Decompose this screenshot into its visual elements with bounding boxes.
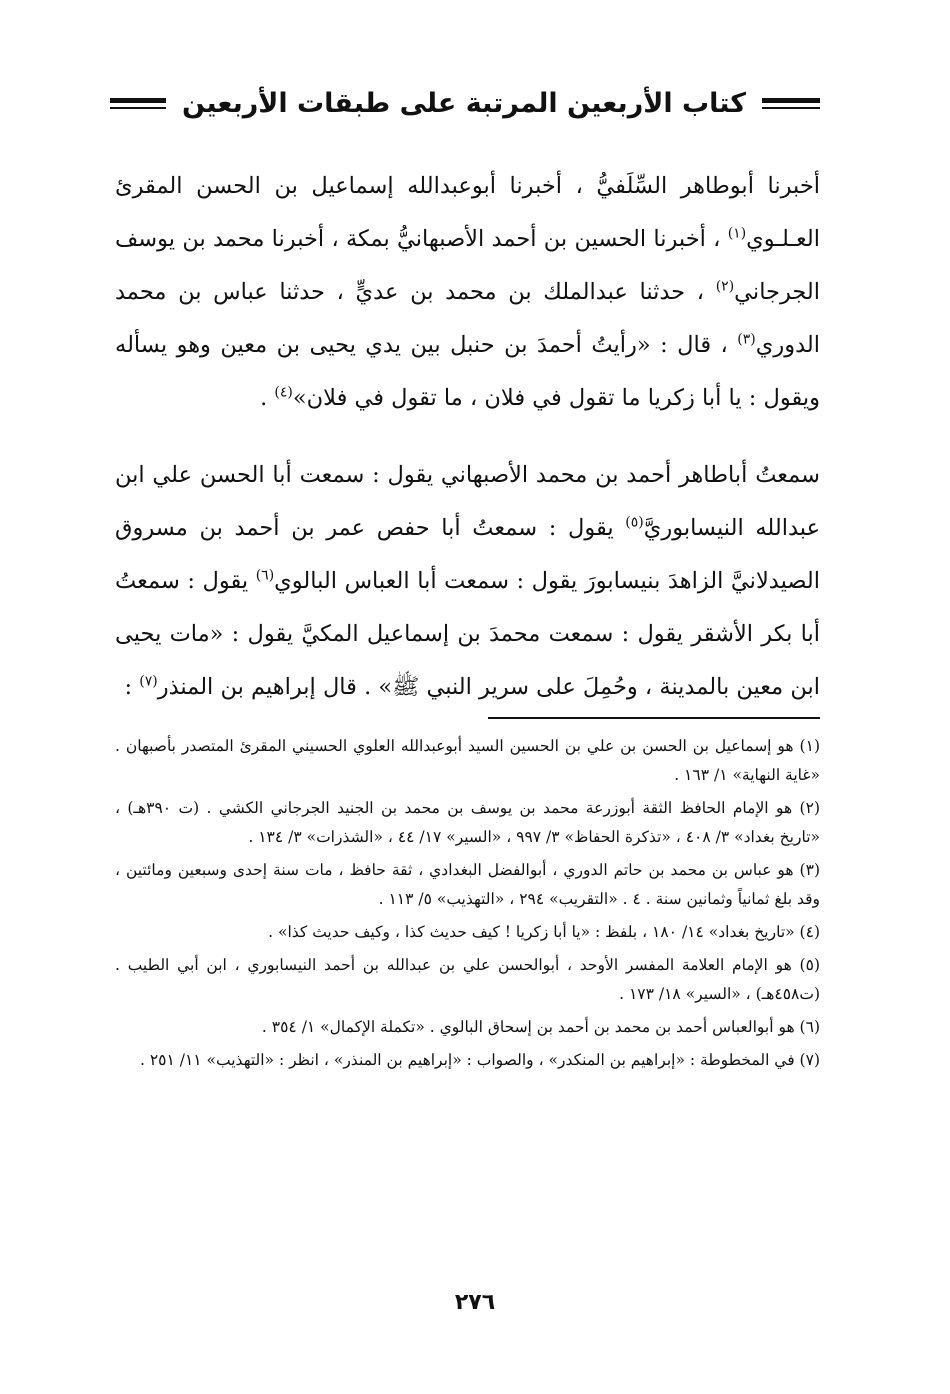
footnote-reference: (٤) xyxy=(274,384,293,401)
paragraph-text: ، حدثنا عبدالملك بن محمد بن عديٍّ ، حدثنا عباس بن محمد الدوري xyxy=(115,279,820,358)
footnotes xyxy=(115,732,820,1079)
paragraph-text: سمعتُ أباطاهر أحمد بن محمد الأصبهاني يقول : سمعت أبا الحسن علي ابن عبدالله النيسابوريَّ xyxy=(115,462,820,541)
paragraph xyxy=(115,449,820,714)
footnote: (٣) هو عباس بن محمد بن حاتم الدوري ، أبوالفضل البغدادي ، ثقة حافظ ، مات سنة إحدى وسبعين ومائتين ، وقد بلغ ثمانياً وثمانين سنة . ٤ . «التقريب» ٢٩٤ ، «التهذيب» ٥/ ١١٣ . xyxy=(115,861,820,908)
footnote: (١) هو إسماعيل بن الحسن بن علي بن الحسين السيد أبوعبدالله العلوي الحسيني المقرئ المتصدر بأصبهان . «غاية النهاية» ١/ ١٦٣ . xyxy=(115,737,820,784)
main-text xyxy=(115,160,820,714)
page-number: ٢٧٦ xyxy=(454,1290,496,1315)
footnote-reference: (٥) xyxy=(625,514,644,531)
footnote: (٤) «تاريخ بغداد» ١٤/ ١٨٠ ، بلفظ : «يا أبا زكريا ! كيف حديث كذا ، وكيف حديث كذا» . xyxy=(268,923,820,941)
paragraph-text: . xyxy=(260,385,275,411)
paragraph xyxy=(115,160,820,425)
footnote-reference: (١) xyxy=(727,225,747,242)
running-header xyxy=(110,78,820,128)
footnote: (٥) هو الإمام العلامة المفسر الأوحد ، أبوالحسن علي بن عبدالله بن أحمد النيسابوري ، ابن أبي الطيب . (ت٤٥٨هـ) ، «السير» ١٨/ ١٧٣ . xyxy=(115,956,820,1003)
footnote-reference: (٢) xyxy=(715,278,735,295)
book-title: كتاب الأربعين المرتبة على طبقات الأربعين xyxy=(182,87,746,119)
footnote-reference: (٣) xyxy=(737,331,756,348)
paragraph-text: يقول : سمعتُ أبا بكر الأشقر يقول : سمعت محمدَ بن إسماعيل المكيَّ يقول : «مات يحيى ابن معين بالمدينة ، وحُمِلَ على سرير النبي ﷺ» . قال إبراهيم بن المنذر xyxy=(115,568,820,700)
footnote: (٢) هو الإمام الحافظ الثقة أبوزرعة محمد بن يوسف بن محمد بن الجنيد الجرجاني الكشي . (ت ٣٩٠هـ) ، «تاريخ بغداد» ٣/ ٤٠٨ ، «تذكرة الحفاظ» ٣/ ٩٩٧ ، «السير» ١٧/ ٤٤ ، «الشذرات» ٣/ ١٣٤ . xyxy=(115,799,820,846)
footnote-reference: (٦) xyxy=(255,567,275,584)
paragraph-text: أخبرنا أبوطاهر السِّلَفيُّ ، أخبرنا أبوعبدالله إسماعيل بن الحسن المقرئ العـلـوي xyxy=(115,173,820,252)
footnote: (٦) هو أبوالعباس أحمد بن محمد بن أحمد بن إسحاق البالوي . «تكملة الإكمال» ١/ ٣٥٤ . xyxy=(261,1018,820,1036)
paragraph-text: : xyxy=(124,674,140,700)
footnote-reference: (٧) xyxy=(139,673,158,690)
paragraph-text: يقول : سمعتُ أبا حفص عمر بن أحمد بن مسروق الصيدلانيَّ الزاهدَ بنيسابورَ يقول : سمعت أبا العباس البالوي xyxy=(115,515,820,594)
footnote: (٧) في المخطوطة : «إبراهيم بن المنكدر» ، والصواب : «إبراهيم بن المنذر» ، انظر : «التهذيب» ١١/ ٢٥١ . xyxy=(139,1051,820,1069)
header-rule-left xyxy=(110,98,166,109)
paragraph-text: ، قال : «رأيتُ أحمدَ بن حنبل بين يدي يحيى بن معين وهو يسأله ويقول : يا أبا زكريا ما تقول في فلان ، ما تقول في فلان» xyxy=(115,332,820,411)
header-rule-right xyxy=(762,98,820,109)
paragraph-text: ، أخبرنا الحسين بن أحمد الأصبهانيُّ بمكة ، أخبرنا محمد بن يوسف الجرجاني xyxy=(115,226,820,305)
footnote-separator xyxy=(488,717,820,719)
